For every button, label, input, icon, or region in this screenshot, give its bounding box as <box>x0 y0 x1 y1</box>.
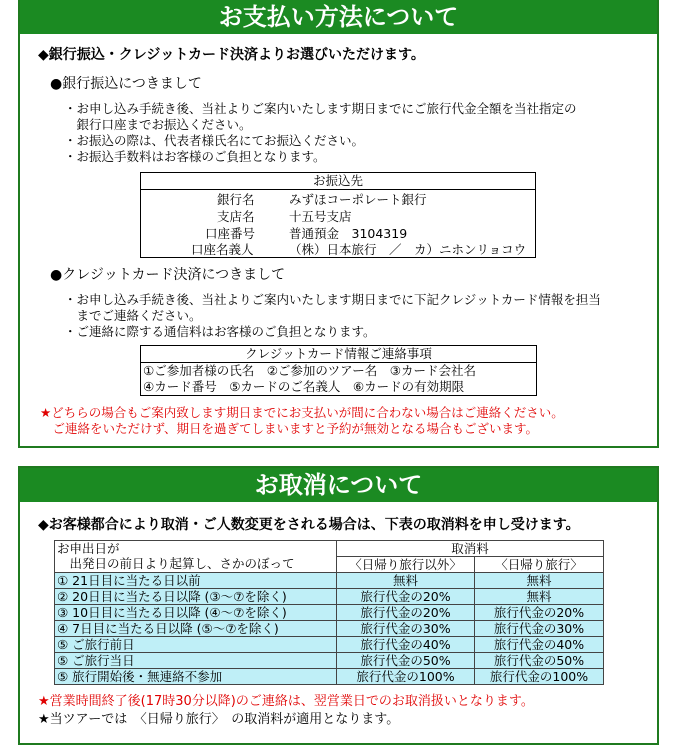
row-label: ① 21日目に当たる日以前 <box>55 573 337 589</box>
payment-warning-1 <box>40 405 564 420</box>
row-fee-non-daytrip: 旅行代金の100% <box>337 669 475 685</box>
card-note-3: ・ご連絡に際する通信料はお客様のご負担となります。 <box>64 324 376 339</box>
row-label: ⑤ 旅行開始後・無連絡不参加 <box>55 669 337 685</box>
bank-account-box <box>140 172 536 258</box>
date-header <box>55 541 337 573</box>
bank-heading: ●銀行振込につきまして <box>50 76 202 92</box>
branch-label: 支店名 <box>217 209 255 224</box>
card-note-1: ・お申し込み手続き後、当社よりご案内いたします期日までに下記クレジットカード情報を担当 <box>64 292 601 307</box>
date-header-line-1: お申出日が <box>57 541 120 556</box>
card-info-box <box>140 345 537 396</box>
row-label: ④ 7日目に当たる日以降 (⑤～⑦を除く) <box>55 621 337 637</box>
bank-note-3: ・お振込の際は、代表者様氏名にてお振込ください。 <box>64 133 365 148</box>
cancel-note-2-text: 当ツアーでは 〈日帰り旅行〉 の取消料が適用となります。 <box>49 712 400 727</box>
star-icon: ★ <box>40 405 52 420</box>
payment-warning-2: ご連絡をいただけず、期日を過ぎてしまいますと予約が無効となる場合もございます。 <box>40 421 539 436</box>
row-fee-daytrip: 旅行代金の50% <box>475 653 604 669</box>
row-fee-non-daytrip: 旅行代金の30% <box>337 621 475 637</box>
row-fee-daytrip: 旅行代金の40% <box>475 637 604 653</box>
card-heading: ●クレジットカード決済につきまして <box>50 267 286 283</box>
payment-lead: ◆銀行振込・クレジットカード決済よりお選びいただけます。 <box>38 47 425 63</box>
table-row <box>55 669 604 685</box>
date-header-line-2: 出発日の前日より起算し、さかのぼって <box>57 556 295 571</box>
cancel-note-1 <box>38 694 534 709</box>
row-fee-daytrip: 旅行代金の20% <box>475 605 604 621</box>
account-number-label: 口座番号 <box>205 226 256 241</box>
card-box-line-2: ④カード番号 ⑤カードのご名義人 ⑥カードの有効期限 <box>143 379 465 394</box>
row-fee-non-daytrip: 無料 <box>337 573 475 589</box>
card-box-line-1: ①ご参加者様の氏名 ②ご参加のツアー名 ③カード会社名 <box>143 363 476 378</box>
cancel-note-1-text: 営業時間終了後(17時30分以降)のご連絡は、翌営業日でのお取消扱いとなります。 <box>49 694 534 709</box>
table-row <box>55 637 604 653</box>
payment-title: お支払い方法について <box>20 0 657 34</box>
payment-section <box>18 0 659 448</box>
table-row <box>55 605 604 621</box>
star-icon: ★ <box>38 694 50 709</box>
table-header-row <box>55 541 604 557</box>
card-note-2: までご連絡ください。 <box>64 308 202 323</box>
cancellation-fee-table <box>54 540 604 685</box>
row-fee-non-daytrip: 旅行代金の20% <box>337 589 475 605</box>
cancel-lead: ◆お客様都合により取消・ご人数変更をされる場合は、下表の取消料を申し受けます。 <box>38 517 580 533</box>
bank-box-caption: お振込先 <box>141 173 535 190</box>
cancel-note-2 <box>38 712 399 727</box>
row-fee-daytrip: 無料 <box>475 589 604 605</box>
cancel-title: お取消について <box>20 468 657 502</box>
col-non-daytrip-header: 〈日帰り旅行以外〉 <box>337 557 475 573</box>
row-fee-non-daytrip: 旅行代金の40% <box>337 637 475 653</box>
row-label: ② 20日目に当たる日以降 (③～⑦を除く) <box>55 589 337 605</box>
branch-value: 十五号支店 <box>289 209 352 224</box>
col-daytrip-header: 〈日帰り旅行〉 <box>475 557 604 573</box>
bank-note-1: ・お申し込み手続き後、当社よりご案内いたします期日までにご旅行代金全額を当社指定の <box>64 101 577 116</box>
table-row <box>55 573 604 589</box>
row-fee-daytrip: 旅行代金の100% <box>475 669 604 685</box>
account-holder-value: （株）日本旅行 ／ カ）ニホンリョコウ <box>289 242 527 257</box>
row-fee-daytrip: 旅行代金の30% <box>475 621 604 637</box>
payment-warning-text-1: どちらの場合もご案内致します期日までにお支払いが間に合わない場合はご連絡ください。 <box>51 405 564 420</box>
row-fee-daytrip: 無料 <box>475 573 604 589</box>
fee-header: 取消料 <box>337 541 604 557</box>
bank-name-label: 銀行名 <box>217 192 255 207</box>
bank-note-4: ・お振込手数料はお客様のご負担となります。 <box>64 149 326 164</box>
table-row <box>55 653 604 669</box>
row-label: ⑤ ご旅行当日 <box>55 653 337 669</box>
bank-name-value: みずほコーポレート銀行 <box>289 192 427 207</box>
row-label: ⑤ ご旅行前日 <box>55 637 337 653</box>
row-label: ③ 10日目に当たる日以降 (④～⑦を除く) <box>55 605 337 621</box>
row-fee-non-daytrip: 旅行代金の50% <box>337 653 475 669</box>
bank-note-2: 銀行口座までお振込ください。 <box>64 117 252 132</box>
star-icon: ★ <box>38 712 50 727</box>
row-fee-non-daytrip: 旅行代金の20% <box>337 605 475 621</box>
account-number-value: 普通預金 3104319 <box>289 226 408 241</box>
table-row <box>55 621 604 637</box>
table-row <box>55 589 604 605</box>
account-holder-label: 口座名義人 <box>191 242 254 257</box>
card-box-caption: クレジットカード情報ご連絡事項 <box>141 346 536 363</box>
